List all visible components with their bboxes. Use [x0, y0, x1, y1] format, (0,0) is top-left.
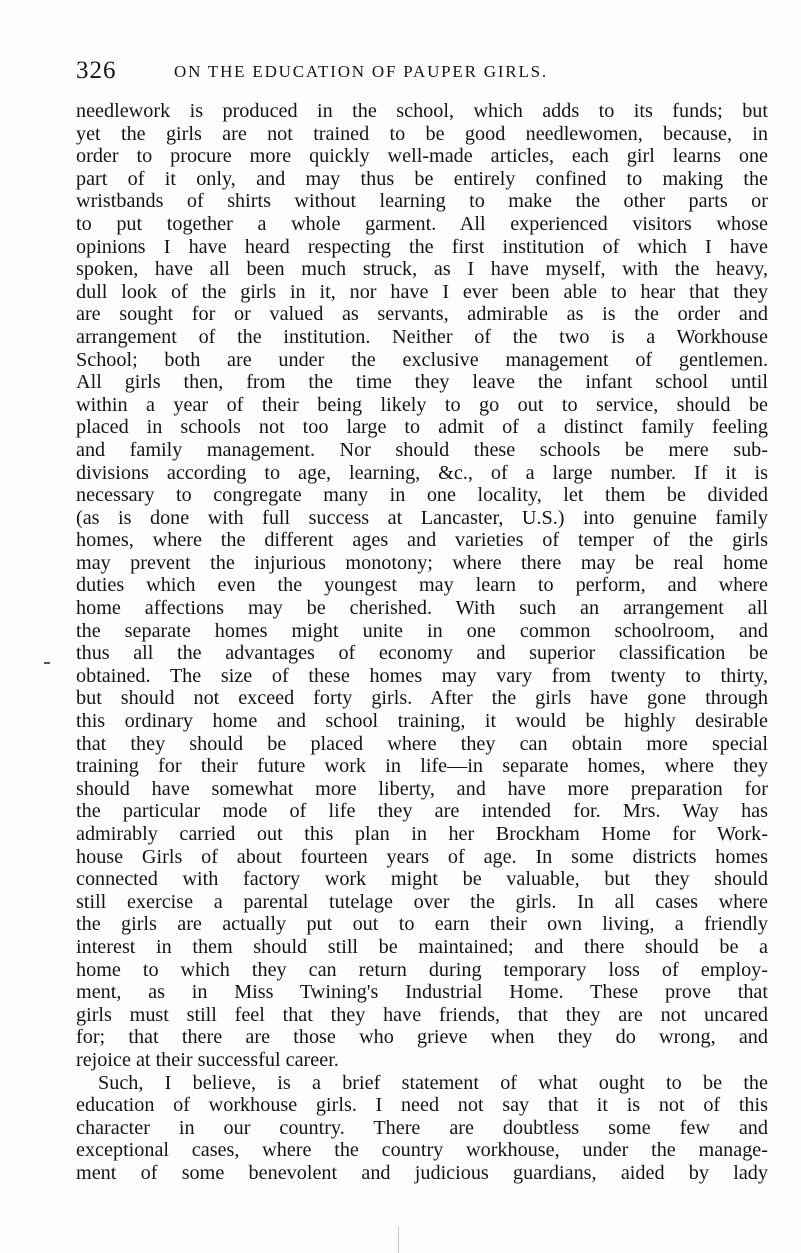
text-line: placed in schools not too large to admit of a distinct family feeling: [76, 416, 768, 439]
text-line: character in our country. There are doubtless some few and: [76, 1116, 768, 1139]
text-line: and family management. Nor should these schools be mere sub-: [76, 438, 768, 461]
text-line: yet the girls are not trained to be good needlewomen, because, in: [76, 122, 768, 145]
text-line: order to procure more quickly well-made articles, each girl learns one: [76, 145, 768, 168]
text-line: the separate homes might unite in one common schoolroom, and: [76, 619, 768, 642]
text-line: duties which even the youngest may learn to perform, and where: [76, 574, 768, 597]
text-line: Such, I believe, is a brief statement of what ought to be the: [98, 1071, 768, 1094]
text-line: home affections may be cherished. With such an arrangement all: [76, 597, 768, 620]
text-line: within a year of their being likely to go out to service, should be: [76, 393, 768, 416]
text-line: connected with factory work might be valuable, but they should: [76, 868, 768, 891]
text-line: thus all the advantages of economy and superior classification be: [76, 642, 768, 665]
text-line: education of workhouse girls. I need not say that it is not of this: [76, 1094, 768, 1117]
text-line: ment of some benevolent and judicious guardians, aided by lady: [76, 1161, 768, 1184]
text-line: the particular mode of life they are intended for. Mrs. Way has: [76, 800, 768, 823]
text-line: admirably carried out this plan in her Brockham Home for Work-: [76, 823, 768, 845]
text-line: that they should be placed where they can obtain more special: [76, 732, 768, 755]
text-line: wristbands of shirts without learning to make the other parts or: [76, 190, 768, 213]
text-line: the girls are actually put out to earn their own living, a friendly: [76, 913, 768, 936]
text-line: house Girls of about fourteen years of age. In some districts homes: [76, 845, 768, 868]
running-title: ON THE EDUCATION OF PAUPER GIRLS.: [174, 62, 548, 81]
text-line: All girls then, from the time they leave the infant school until: [76, 371, 768, 394]
text-line: arrangement of the institution. Neither of the two is a Workhouse: [76, 325, 768, 348]
body-text: [76, 100, 768, 1185]
text-line: obtained. The size of these homes may vary from twenty to thirty,: [76, 664, 768, 687]
text-line: spoken, have all been much struck, as I have myself, with the heavy,: [76, 258, 768, 281]
text-line: exceptional cases, where the country workhouse, under the manage-: [76, 1139, 768, 1162]
text-line: this ordinary home and school training, it would be highly desirable: [76, 710, 768, 733]
text-line: training for their future work in life—in separate homes, where they: [76, 755, 768, 778]
text-line: home to which they can return during temporary loss of employ-: [76, 958, 768, 981]
text-line: divisions according to age, learning, &c., of a large number. If it is: [76, 461, 768, 484]
text-line: (as is done with full success at Lancaster, U.S.) into genuine family: [76, 506, 768, 529]
text-line: still exercise a parental tutelage over the girls. In all cases where: [76, 890, 768, 913]
text-line: girls must still feel that they have friends, that they are not uncared: [76, 1003, 768, 1026]
page-number: 326: [76, 57, 117, 84]
text-line: but should not exceed forty girls. After the girls have gone through: [76, 687, 768, 710]
running-head: [76, 56, 776, 86]
text-line: may prevent the injurious monotony; where there may be real home: [76, 551, 768, 574]
text-line: part of it only, and may thus be entirely confined to making the: [76, 167, 768, 190]
text-line: rejoice at their successful career.: [76, 1048, 339, 1071]
text-line: for; that there are those who grieve when they do wrong, and: [76, 1026, 768, 1049]
text-line: necessary to congregate many in one locality, let them be divided: [76, 484, 768, 507]
text-line: to put together a whole garment. All experienced visitors whose: [76, 212, 768, 235]
text-line: dull look of the girls in it, nor have I ever been able to hear that they: [76, 280, 768, 303]
text-line: needlework is produced in the school, which adds to its funds; but: [76, 100, 768, 122]
text-line: are sought for or valued as servants, admirable as is the order and: [76, 303, 768, 326]
text-line: opinions I have heard respecting the first institution of which I have: [76, 235, 768, 258]
text-line: should have somewhat more liberty, and have more preparation for: [76, 777, 768, 800]
text-line: interest in them should still be maintained; and there should be a: [76, 935, 768, 958]
text-line: School; both are under the exclusive management of gentlemen.: [76, 348, 768, 371]
text-line: homes, where the different ages and varieties of temper of the girls: [76, 529, 768, 552]
gutter-mark: [398, 1226, 399, 1253]
margin-dash-mark: [44, 662, 50, 664]
text-line: ment, as in Miss Twining's Industrial Home. These prove that: [76, 981, 768, 1004]
